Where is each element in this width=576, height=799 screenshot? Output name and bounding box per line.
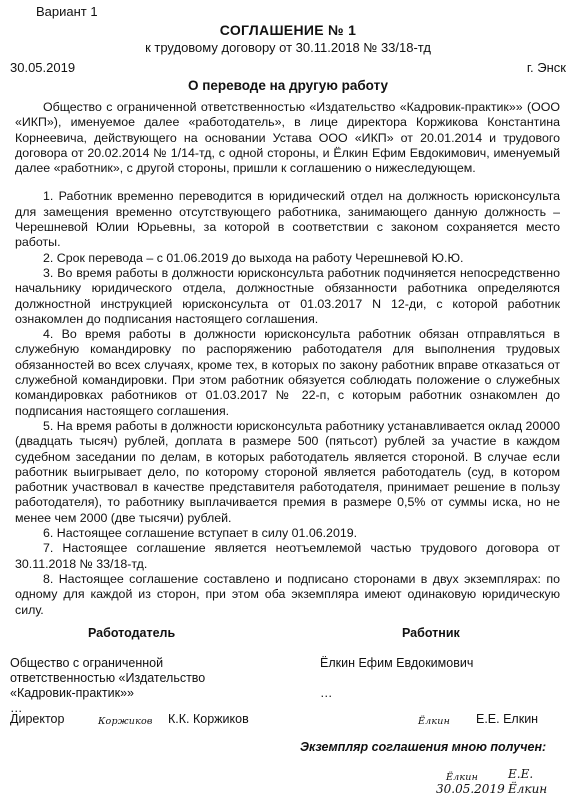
received-name: Е.Е. Ёлкин bbox=[508, 767, 548, 796]
clause-2: 2. Срок перевода – с 01.06.2019 до выхода на работу Черешневой Ю.Ю. bbox=[43, 250, 464, 265]
clause-6: 6. Настоящее соглашение вступает в силу 01.06.2019. bbox=[43, 526, 358, 541]
document-title: СОГЛАШЕНИЕ № 1 bbox=[219, 22, 357, 38]
clause-8: 8. Настоящее соглашение составлено и подписано сторонами в двух экземплярах: по одному для каждой из сторон, при этом оба экземпляра имеют одинаковую юридическую силу. bbox=[15, 571, 560, 617]
document-heading: О переводе на другую работу bbox=[187, 78, 389, 93]
document-subtitle: к трудовому договору от 30.11.2018 № 33/18-тд bbox=[145, 40, 431, 55]
director-name: К.К. Коржиков bbox=[168, 712, 249, 726]
employee-signature: Ёлкин bbox=[418, 716, 451, 727]
intro-paragraph: Общество с ограниченной ответственностью «Издательство «Кадровик-практик»» (ООО «ИКП»), именуемое далее «работодатель», в лице директора Коржикова Константина Корнеевича, действующего на основании Устава ООО «ИКП» от 20.01.2014 и трудового договора от 20.02.2014 № 1/14-тд, с одной стороны, и Ёлкин Ефим Евдокимович, именуемый далее «работник», с другой стороны, пришли к соглашению о нижеследующем. bbox=[15, 100, 560, 176]
director-signature: Коржиков bbox=[98, 716, 153, 727]
document-city: г. Энск bbox=[526, 60, 566, 75]
employer-line-1: Общество с ограниченной bbox=[10, 656, 164, 670]
employee-ellipsis: … bbox=[320, 686, 333, 700]
date-row bbox=[10, 60, 566, 75]
director-label: Директор bbox=[10, 712, 65, 726]
document-date: 30.05.2019 bbox=[10, 60, 76, 75]
employer-line-2: ответственностью «Издательство bbox=[10, 671, 206, 685]
received-date: 30.05.2019 bbox=[436, 782, 505, 796]
copy-received-text: Экземпляр соглашения мною получен: bbox=[300, 740, 547, 754]
variant-label: Вариант 1 bbox=[36, 4, 98, 19]
clause-7: 7. Настоящее соглашение является неотъемлемой частью трудового договора от 30.11.2018 № 33/18-тд. bbox=[15, 541, 560, 571]
clause-1: 1. Работник временно переводится в юридический отдел на должность юрисконсульта для замещения временно отсутствующего работника, занимающего данную должность – Черешневой Юлии Юрьевны, за которой в соответствии с законом сохраняется место работы. bbox=[15, 189, 560, 250]
clause-5: 5. На время работы в должности юрисконсульта работнику устанавливается оклад 20000 (двадцать тысяч) рублей, доплата в размере 500 (пятьсот) рублей за участие в каждом судебном заседании по делам, в которых работодатель является стороной. В случае если работник выигрывает дело, по которому стороной является работодатель (суд, в котором работник участвовал в качестве представителя работодателя, принимает решение в пользу работодателя), то работнику выплачивается премия в размере 0,5% от суммы иска, но не менее чем 2000 (две тысячи) рублей. bbox=[15, 418, 560, 525]
employee-name: Ёлкин Ефим Евдокимович bbox=[320, 656, 474, 670]
clause-3: 3. Во время работы в должности юрисконсульта работник подчиняется непосредственно начальнику юридического отдела, должностные обязанности работника определяются должностной инструкцией юрисконсульта от 01.03.2017 N 12-ди, с которой работник ознакомлен до подписания настоящего соглашения. bbox=[15, 265, 560, 326]
employer-heading: Работодатель bbox=[88, 626, 176, 640]
employee-heading: Работник bbox=[402, 626, 460, 640]
clause-4: 4. Во время работы в должности юрисконсульта работник обязан отправляться в служебную командировку по распоряжению работодателя для выполнения трудовых обязанностей во всех случаях, кроме тех, в которых по закону работник вправе отказаться от служебной командировки. При этом работник обязуется соблюдать положение о служебных командировках работников от 01.03.2017 № 22-п, с которым работник ознакомлен до подписания настоящего соглашения. bbox=[15, 327, 560, 418]
employer-line-3: «Кадровик-практик»» bbox=[10, 686, 134, 700]
employer-ellipsis: … bbox=[10, 701, 23, 715]
document-body bbox=[15, 100, 560, 618]
received-signature: Ёлкин bbox=[446, 772, 479, 783]
employee-short-name: Е.Е. Елкин bbox=[476, 712, 539, 726]
employee-details bbox=[320, 656, 473, 701]
title-block bbox=[0, 22, 576, 55]
employer-details bbox=[10, 656, 205, 716]
